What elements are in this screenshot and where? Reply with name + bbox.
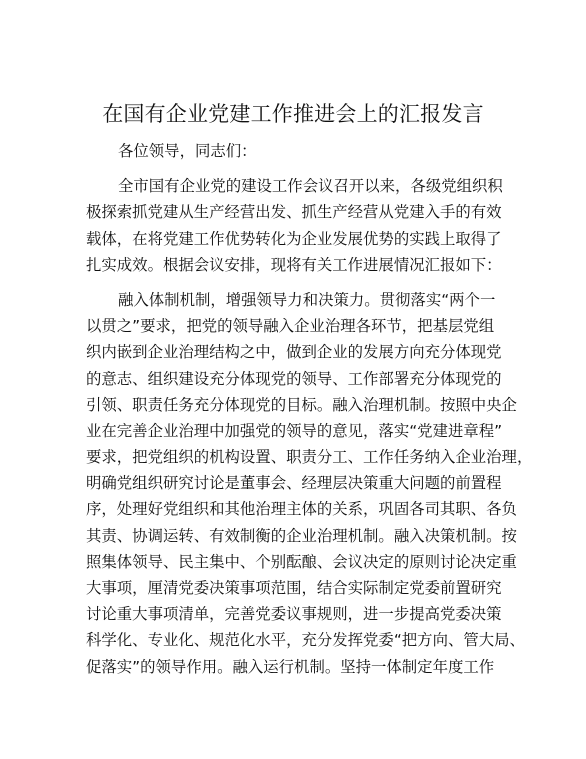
paragraph-line: 的意志、组织建设充分体现党的领导、工作部署充分体现党的 — [86, 369, 502, 388]
paragraph-line: 引领、职责任务充分体现党的目标。融入治理机制。按照中央企 — [86, 395, 517, 414]
paragraph-line: 载体，在将党建工作优势转化为企业发展优势的实践上取得了 — [86, 229, 502, 248]
paragraph-gap — [86, 164, 504, 173]
salutation: 各位领导，同志们： — [118, 142, 257, 160]
paragraph-line: 其责、协调运转、有效制衡的企业治理机制。融入决策机制。按 — [86, 526, 517, 545]
paragraph-gap — [86, 278, 504, 287]
paragraph-line: 全市国有企业党的建设工作会议召开以来，各级党组织积 — [118, 177, 503, 196]
paragraph-line: 要求，把党组织的机构设置、职责分工、工作任务纳入企业治理， — [86, 448, 533, 467]
paragraph-line: 照集体领导、民主集中、个别酝酿、会议决定的原则讨论决定重 — [86, 552, 517, 571]
paragraph-line: 科学化、专业化、规范化水平，充分发挥党委“把方向、管大局、 — [86, 631, 525, 650]
paragraph-1 — [86, 173, 504, 278]
paragraph-line: 大事项，厘清党委决策事项范围，结合实际制定党委前置研究 — [86, 579, 502, 597]
document-title: 在国有企业党建工作推进会上的汇报发言 — [102, 102, 484, 126]
paragraph-line: 扎实成效。根据会议安排，现将有关工作进展情况汇报如下： — [86, 255, 502, 274]
paragraph-line: 融入体制机制，增强领导力和决策力。贯彻落实“两个一 — [118, 290, 496, 309]
paragraph-line: 明确党组织研究讨论是董事会、经理层决策重大问题的前置程 — [86, 474, 502, 493]
paragraph-line: 极探索抓党建从生产经营出发、抓生产经营从党建入手的有效 — [86, 203, 502, 222]
paragraph-line: 讨论重大事项清单，完善党委议事规则，进一步提高党委决策 — [86, 605, 502, 624]
paragraph-line: 序，处理好党组织和其他治理主体的关系，巩固各司其职、各负 — [86, 500, 517, 519]
paragraph-line: 促落实”的领导作用。融入运行机制。坚持一体制定年度工作 — [86, 657, 495, 676]
paragraph-line: 以贯之”要求，把党的领导融入企业治理各环节，把基层党组 — [86, 317, 495, 336]
document-body — [86, 138, 533, 680]
paragraph-2 — [86, 287, 533, 680]
paragraph-line: 织内嵌到企业治理结构之中，做到企业的发展方向充分体现党 — [86, 343, 502, 362]
paragraph-line: 业在完善企业治理中加强党的领导的意见，落实“党建进章程” — [86, 421, 503, 440]
